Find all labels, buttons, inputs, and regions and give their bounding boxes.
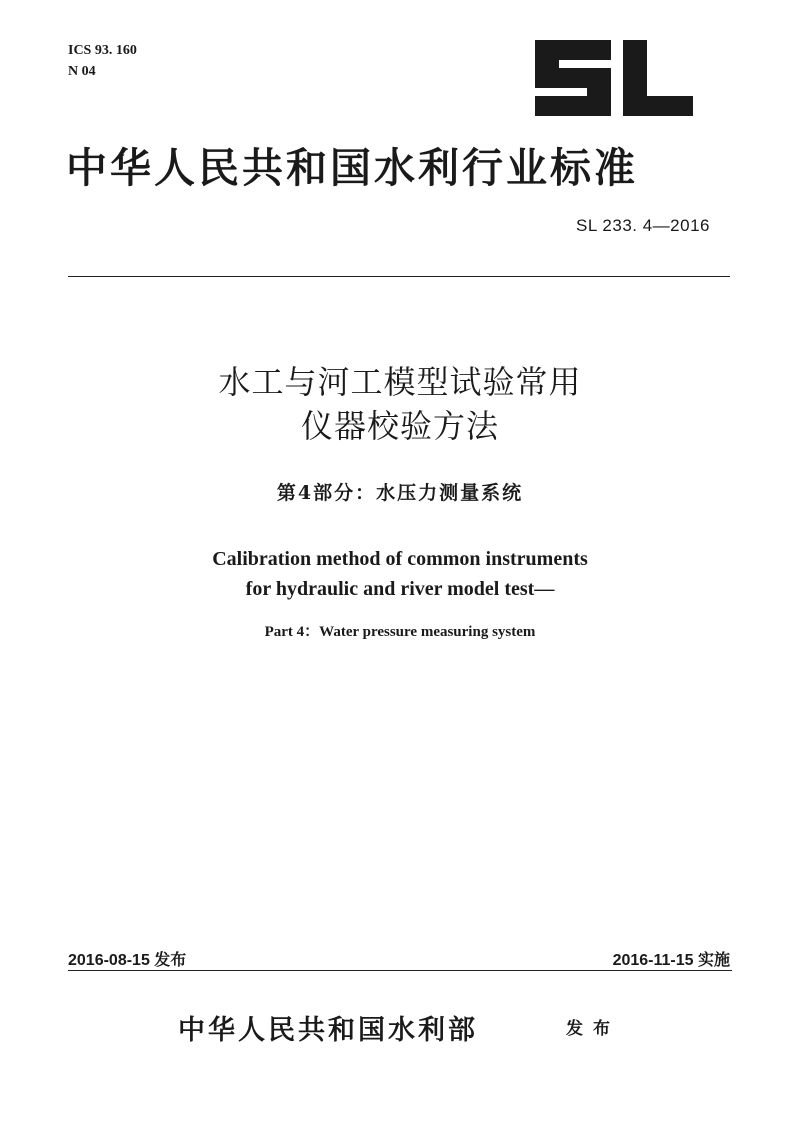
ics-code: ICS 93. 160 (68, 43, 137, 58)
issue-date: 2016-08-15 发布 (68, 952, 187, 969)
header-divider (68, 276, 730, 277)
title-en-line-1: Calibration method of common instruments (212, 548, 588, 570)
sl-logo-s-shape (535, 40, 611, 116)
classification-codes (68, 40, 137, 82)
sl-logo (535, 40, 695, 116)
part-subtitle-cn: 第4部分：水压力测量系统 (276, 482, 524, 504)
title-cn-line-1: 水工与河工模型试验常用 (218, 363, 582, 401)
standard-number: SL 233. 4—2016 (576, 216, 710, 235)
implementation-date: 2016-11-15 实施 (612, 952, 730, 969)
class-code: N 04 (68, 64, 96, 79)
sl-logo-l-shape (623, 40, 693, 116)
title-cn-line-2: 仪器校验方法 (300, 407, 499, 445)
publisher-name: 中华人民共和国水利部 (178, 1015, 478, 1046)
footer-divider (68, 970, 732, 971)
standard-category-title: 中华人民共和国水利行业标准 (66, 144, 638, 192)
title-en-line-2: for hydraulic and river model test— (245, 578, 555, 600)
publish-label: 发布 (566, 1019, 620, 1039)
document-title-cn (0, 360, 800, 448)
part-subtitle-en: Part 4：Water pressure measuring system (264, 624, 536, 640)
document-title-en (0, 544, 800, 604)
